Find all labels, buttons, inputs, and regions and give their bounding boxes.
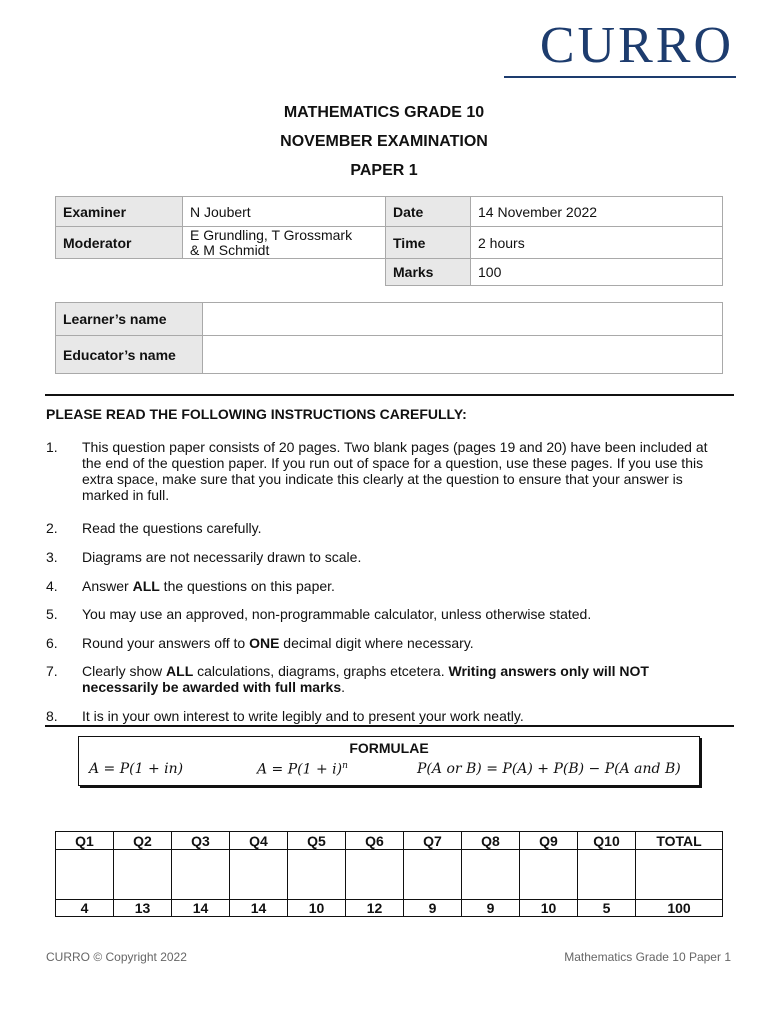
instruction-number: 1. [46,439,58,455]
instructions-heading: PLEASE READ THE FOLLOWING INSTRUCTIONS CAREFULLY: [46,406,467,422]
emphasis-text: ALL [166,663,194,679]
formula-simple-interest: A = P(1 + in) [89,761,184,777]
text-part: Clearly show [82,663,167,679]
text-part: decimal digit where necessary. [279,635,474,651]
learner-name-label: Learner’s name [56,303,203,336]
formulae-box [78,736,700,786]
instruction-number: 2. [46,520,58,536]
max-mark: 13 [114,900,172,917]
mark-entry-cell[interactable] [346,850,404,900]
emphasis-text: ONE [249,635,280,651]
max-total: 100 [636,900,723,917]
instruction-item [46,520,726,536]
emphasis-text: Writing a [448,663,509,679]
formula-probability: P(A or B) = P(A) + P(B) − P(A and B) [417,761,681,777]
mark-entry-cell[interactable] [404,850,462,900]
moderator-value-line2: & M Schmidt [190,241,270,258]
date-label: Date [386,197,471,227]
subject-title: MATHEMATICS GRADE 10 [283,104,485,121]
learner-name-field[interactable] [203,303,723,336]
time-label: Time [386,227,471,259]
instruction-item [46,549,726,565]
emphasis-text: ALL [132,578,160,594]
instruction-number: 3. [46,549,58,565]
divider-top [45,394,734,396]
learner-table [55,302,723,374]
mark-entry-cell[interactable] [288,850,346,900]
moderator-value-line1: E Grundling, T Grossmark [190,226,353,243]
max-mark: 9 [462,900,520,917]
mark-entry-cell[interactable] [520,850,578,900]
max-mark: 10 [520,900,578,917]
mark-entry-cell[interactable] [172,850,230,900]
formulae-heading: FORMULAE [349,740,429,756]
marks-table [55,831,723,917]
educator-name-label: Educator’s name [56,336,203,374]
date-value: 14 November 2022 [471,197,723,227]
text-part: the questions on this paper. [159,578,335,594]
instruction-number: 6. [46,635,58,651]
instruction-item [46,635,726,651]
text-part: . [341,679,345,695]
total-header: TOTAL [636,832,723,850]
marks-header-row [56,832,723,850]
question-header: Q10 [578,832,636,850]
logo-underline [504,76,736,78]
exam-info-table [55,196,723,286]
question-header: Q4 [230,832,288,850]
max-mark: 12 [346,900,404,917]
instruction-text: It is in your own interest to write legibly and to present your work neatly. [82,708,524,724]
marks-label: Marks [386,259,471,286]
formula-exponent: n [342,761,348,771]
instruction-number: 8. [46,708,58,724]
divider-bottom [45,725,734,727]
question-header: Q8 [462,832,520,850]
question-header: Q9 [520,832,578,850]
max-mark: 14 [230,900,288,917]
instruction-item [46,708,726,724]
educator-name-field[interactable] [203,336,723,374]
max-mark: 14 [172,900,230,917]
instruction-number: 4. [46,578,58,594]
question-header: Q5 [288,832,346,850]
instruction-item [46,439,726,503]
formula-base: A = P(1 + i) [257,761,343,778]
moderator-value [183,227,386,259]
question-header: Q2 [114,832,172,850]
moderator-label: Moderator [56,227,183,259]
mark-entry-cell[interactable] [230,850,288,900]
empty-cell [183,259,386,286]
instruction-text [82,663,726,695]
total-entry-cell[interactable] [636,850,723,900]
instruction-item [46,578,726,594]
exam-title: NOVEMBER EXAMINATION [280,133,488,150]
instruction-item [46,663,726,695]
instruction-text: This question paper consists of 20 pages. Two blank pages (pages 19 and 20) have been included at the end of the question paper. If you run out of space for a question, use these pages. If you use this extra space, make sure that you indicate this clearly at the question to ensure that your answer is marked in full. [82,439,708,503]
mark-entry-cell[interactable] [578,850,636,900]
text-part: Answer [82,578,133,594]
mark-entry-cell[interactable] [462,850,520,900]
instruction-text: Diagrams are not necessarily drawn to scale. [82,549,362,565]
text-part: Round your answers off to [82,635,250,651]
instruction-number: 5. [46,606,58,622]
max-mark: 10 [288,900,346,917]
question-header: Q1 [56,832,114,850]
formula-compound-interest [257,761,348,778]
time-value: 2 hours [471,227,723,259]
footer-paper-name: Mathematics Grade 10 Paper 1 [564,950,731,964]
empty-cell [56,259,183,286]
instruction-item [46,606,726,622]
examiner-label: Examiner [56,197,183,227]
emphasis-text: nswers only will NOT necessarily be awarded with full marks [82,663,649,695]
examiner-value: N Joubert [183,197,386,227]
marks-value: 100 [471,259,723,286]
curro-logo: CURRO [539,17,734,74]
instruction-number: 7. [46,663,58,679]
instruction-text: Read the questions carefully. [82,520,262,536]
mark-entry-cell[interactable] [114,850,172,900]
marks-max-row [56,900,723,917]
instruction-text [82,635,726,651]
footer-copyright: CURRO © Copyright 2022 [46,950,187,964]
max-mark: 9 [404,900,462,917]
mark-entry-cell[interactable] [56,850,114,900]
question-header: Q6 [346,832,404,850]
max-mark: 5 [578,900,636,917]
question-header: Q7 [404,832,462,850]
paper-title: PAPER 1 [350,162,418,179]
question-header: Q3 [172,832,230,850]
instruction-text [82,578,726,594]
instruction-text: You may use an approved, non-programmable calculator, unless otherwise stated. [82,606,592,622]
marks-entry-row [56,850,723,900]
text-part: calculations, diagrams, graphs etcetera. [193,663,449,679]
max-mark: 4 [56,900,114,917]
